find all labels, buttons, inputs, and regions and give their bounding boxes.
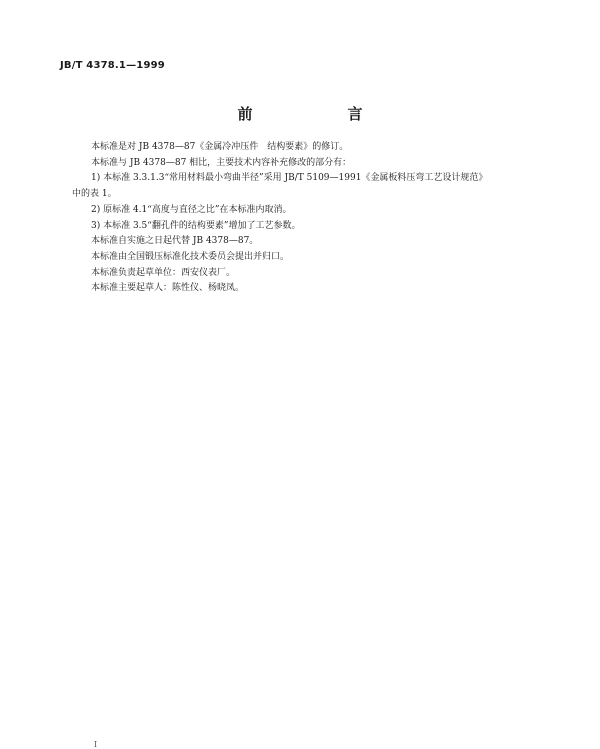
paragraph: 本标准由全国锻压标准化技术委员会提出并归口。 (91, 251, 290, 262)
document-body (72, 140, 521, 297)
paragraph-continuation: 中的表 1。 (72, 189, 117, 200)
paragraph: 本标准与 JB 4378—87 相比，主要技术内容补充修改的部分有： (91, 157, 352, 168)
page-title: 前 言 (237, 105, 403, 123)
page-number: I (94, 740, 98, 749)
paragraph: 本标准主要起草人：陈性仪、杨晓凤。 (91, 283, 245, 294)
standard-code: JB/T 4378.1—1999 (60, 60, 165, 71)
paragraph: 本标准自实施之日起代替 JB 4378—87。 (91, 236, 259, 247)
paragraph: 本标准负责起草单位：西安仪表厂。 (91, 267, 236, 278)
paragraph: 3) 本标准 3.5“翻孔件的结构要素”增加了工艺参数。 (91, 220, 301, 231)
paragraph: 2) 原标准 4.1“高度与直径之比”在本标准内取消。 (91, 204, 292, 215)
paragraph: 本标准是对 JB 4378—87《金属冷冲压件 结构要素》的修订。 (91, 142, 349, 152)
paragraph: 1) 本标准 3.3.1.3“常用材料最小弯曲半径”采用 JB/T 5109—1991《金属板料压弯工艺设计规范》 (91, 173, 488, 184)
